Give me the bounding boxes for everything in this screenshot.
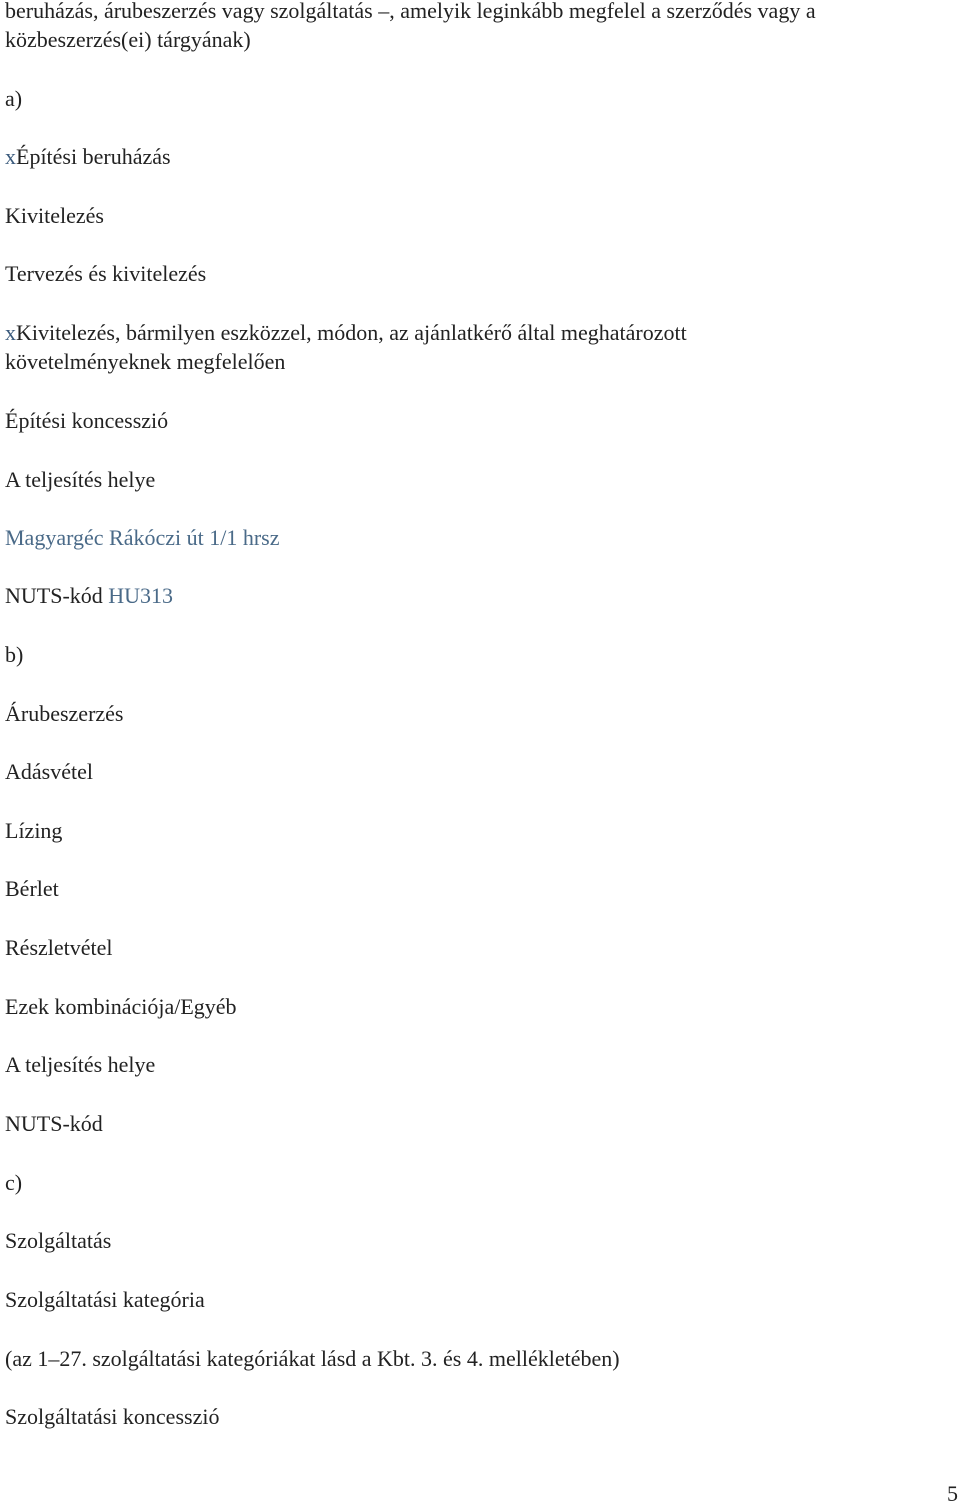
option-execution: Kivitelezés bbox=[5, 203, 104, 228]
service-category-label: Szolgáltatási kategória bbox=[5, 1287, 205, 1312]
nuts-code-value: HU313 bbox=[108, 583, 174, 608]
option-combination-other: Ezek kombinációja/Egyéb bbox=[5, 994, 237, 1019]
option-service-concession: Szolgáltatási koncesszió bbox=[5, 1404, 220, 1429]
option-building-investment bbox=[5, 142, 171, 171]
page-number: 5 bbox=[947, 1481, 958, 1506]
option-execution-any-means-continued: követelményeknek megfelelően bbox=[5, 349, 286, 374]
place-of-performance-value: Magyargéc Rákóczi út 1/1 hrsz bbox=[5, 525, 280, 550]
option-hire-purchase: Részletvétel bbox=[5, 935, 113, 960]
section-b-label: b) bbox=[5, 642, 24, 667]
option-execution-any-means bbox=[5, 318, 687, 347]
selected-mark: x bbox=[5, 144, 16, 169]
nuts-code-label: NUTS-kód bbox=[5, 583, 103, 608]
option-service: Szolgáltatás bbox=[5, 1228, 112, 1253]
intro-line-1: beruházás, árubeszerzés vagy szolgáltatás –, amelyik leginkább megfelel a szerződés vagy a bbox=[5, 0, 816, 23]
option-design-and-execution: Tervezés és kivitelezés bbox=[5, 261, 207, 286]
option-purchase: Adásvétel bbox=[5, 759, 93, 784]
selected-mark: x bbox=[5, 320, 16, 345]
intro-line-2: közbeszerzés(ei) tárgyának) bbox=[5, 27, 251, 52]
place-of-performance-label-b: A teljesítés helye bbox=[5, 1052, 156, 1077]
option-leasing: Lízing bbox=[5, 818, 63, 843]
option-works-concession: Építési koncesszió bbox=[5, 408, 169, 433]
option-label: Kivitelezés, bármilyen eszközzel, módon, az ajánlatkérő által meghatározott bbox=[16, 320, 687, 345]
option-rental: Bérlet bbox=[5, 876, 59, 901]
place-of-performance-label: A teljesítés helye bbox=[5, 467, 156, 492]
option-label: Építési beruházás bbox=[16, 144, 171, 169]
section-a-label: a) bbox=[5, 86, 23, 111]
service-category-note: (az 1–27. szolgáltatási kategóriákat lásd a Kbt. 3. és 4. mellékletében) bbox=[5, 1346, 620, 1371]
option-supply: Árubeszerzés bbox=[5, 701, 124, 726]
section-c-label: c) bbox=[5, 1170, 23, 1195]
nuts-code-row bbox=[5, 581, 173, 610]
nuts-code-label-b: NUTS-kód bbox=[5, 1111, 103, 1136]
